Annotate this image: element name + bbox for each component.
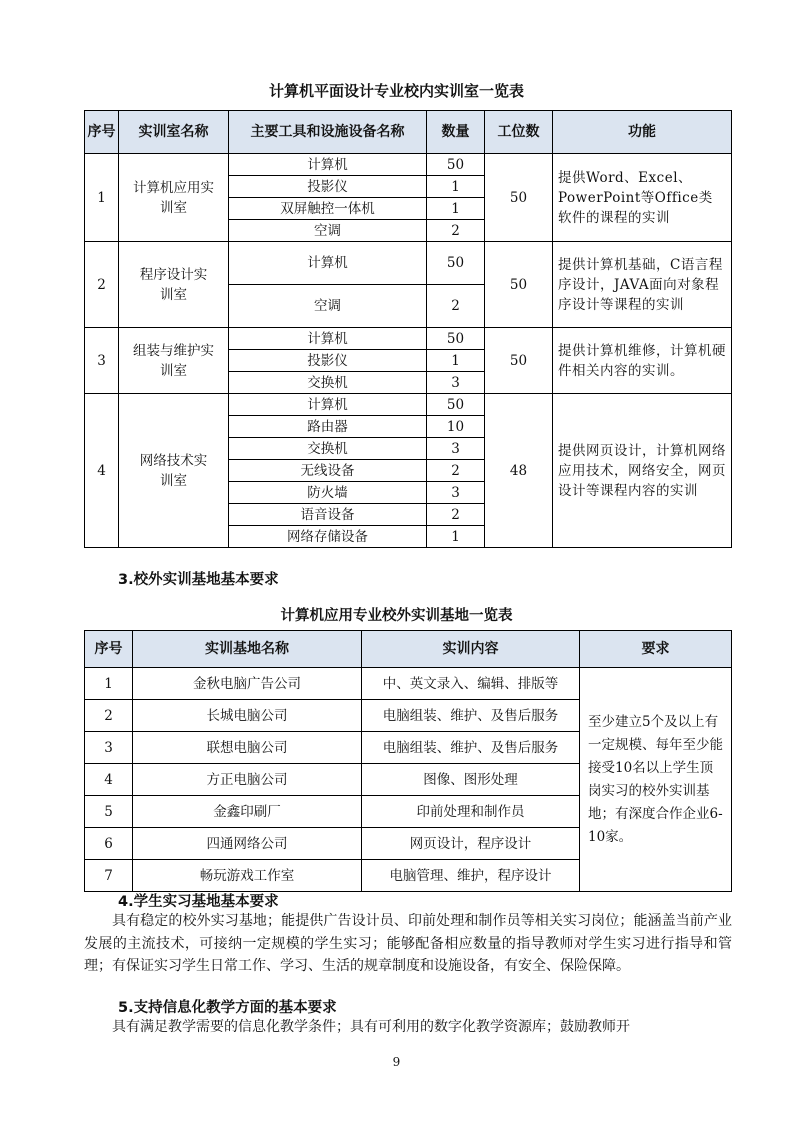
training-content: 电脑组装、维护、及售后服务 bbox=[362, 700, 580, 732]
equipment-name: 计算机 bbox=[229, 154, 427, 176]
base-name: 长城电脑公司 bbox=[133, 700, 362, 732]
base-name: 方正电脑公司 bbox=[133, 764, 362, 796]
room-stations: 48 bbox=[485, 394, 553, 548]
room-no: 2 bbox=[85, 242, 119, 328]
oncampus-lab-table bbox=[84, 110, 732, 548]
header-base: 实训基地名称 bbox=[133, 631, 362, 668]
base-name: 金秋电脑广告公司 bbox=[133, 668, 362, 700]
section5-body: 具有满足教学需要的信息化教学条件；具有可利用的数字化教学资源库；鼓励教师开 bbox=[112, 1019, 630, 1035]
room-name: 计算机应用实训室 bbox=[119, 154, 229, 242]
table-header-row bbox=[85, 631, 732, 668]
equipment-name: 投影仪 bbox=[229, 350, 427, 372]
equipment-qty: 1 bbox=[427, 176, 485, 198]
equipment-name: 路由器 bbox=[229, 416, 427, 438]
equipment-name: 计算机 bbox=[229, 328, 427, 350]
equipment-qty: 50 bbox=[427, 154, 485, 176]
equipment-qty: 50 bbox=[427, 394, 485, 416]
training-content: 印前处理和制作员 bbox=[362, 796, 580, 828]
room-stations: 50 bbox=[485, 154, 553, 242]
equipment-qty: 3 bbox=[427, 438, 485, 460]
section5-heading: 5.支持信息化教学方面的基本要求 bbox=[118, 1000, 337, 1016]
equipment-qty: 1 bbox=[427, 350, 485, 372]
header-content: 实训内容 bbox=[362, 631, 580, 668]
equipment-name: 语音设备 bbox=[229, 504, 427, 526]
table2-title: 计算机应用专业校外实训基地一览表 bbox=[280, 608, 513, 624]
room-no: 1 bbox=[85, 154, 119, 242]
equipment-name: 投影仪 bbox=[229, 176, 427, 198]
equipment-qty: 50 bbox=[427, 242, 485, 285]
table-header-row bbox=[85, 111, 732, 154]
requirement-text: 至少建立5个及以上有一定规模、每年至少能接受10名以上学生顶岗实习的校外实训基地；有深度合作企业6-10家。 bbox=[580, 668, 732, 892]
equipment-name: 交换机 bbox=[229, 372, 427, 394]
equipment-qty: 1 bbox=[427, 526, 485, 548]
row-no: 6 bbox=[85, 828, 133, 860]
equipment-name: 空调 bbox=[229, 220, 427, 242]
equipment-name: 交换机 bbox=[229, 438, 427, 460]
equipment-name: 双屏触控一体机 bbox=[229, 198, 427, 220]
header-no: 序号 bbox=[85, 631, 133, 668]
training-content: 电脑管理、维护，程序设计 bbox=[362, 860, 580, 892]
table-row bbox=[85, 242, 732, 285]
equipment-name: 网络存储设备 bbox=[229, 526, 427, 548]
equipment-name: 防火墙 bbox=[229, 482, 427, 504]
equipment-qty: 2 bbox=[427, 460, 485, 482]
room-name: 程序设计实训室 bbox=[119, 242, 229, 328]
header-qty: 数量 bbox=[427, 111, 485, 154]
base-name: 金鑫印刷厂 bbox=[133, 796, 362, 828]
training-content: 网页设计，程序设计 bbox=[362, 828, 580, 860]
room-function: 提供网页设计，计算机网络应用技术，网络安全，网页设计等课程内容的实训 bbox=[553, 394, 732, 548]
section4-body: 具有稳定的校外实习基地；能提供广告设计员、印前处理和制作员等相关实习岗位；能涵盖当前产业发展的主流技术，可接纳一定规模的学生实习；能够配备相应数量的指导教师对学生实习进行指导和管理；有保证实习学生日常工作、学习、生活的规章制度和设施设备，有安全、保险保障。 bbox=[84, 913, 732, 974]
room-no: 4 bbox=[85, 394, 119, 548]
header-stations: 工位数 bbox=[485, 111, 553, 154]
room-name: 网络技术实训室 bbox=[119, 394, 229, 548]
equipment-qty: 3 bbox=[427, 372, 485, 394]
equipment-qty: 2 bbox=[427, 285, 485, 328]
row-no: 3 bbox=[85, 732, 133, 764]
training-content: 中、英文录入、编辑、排版等 bbox=[362, 668, 580, 700]
table-row bbox=[85, 668, 732, 700]
equipment-qty: 2 bbox=[427, 220, 485, 242]
table-row bbox=[85, 328, 732, 350]
equipment-name: 计算机 bbox=[229, 242, 427, 285]
row-no: 5 bbox=[85, 796, 133, 828]
equipment-qty: 1 bbox=[427, 198, 485, 220]
offcampus-base-table bbox=[84, 630, 732, 892]
equipment-qty: 2 bbox=[427, 504, 485, 526]
room-stations: 50 bbox=[485, 328, 553, 394]
training-content: 图像、图形处理 bbox=[362, 764, 580, 796]
header-room: 实训室名称 bbox=[119, 111, 229, 154]
room-stations: 50 bbox=[485, 242, 553, 328]
equipment-name: 计算机 bbox=[229, 394, 427, 416]
table-row bbox=[85, 154, 732, 176]
training-content: 电脑组装、维护、及售后服务 bbox=[362, 732, 580, 764]
equipment-name: 空调 bbox=[229, 285, 427, 328]
header-equipment: 主要工具和设施设备名称 bbox=[229, 111, 427, 154]
equipment-name: 无线设备 bbox=[229, 460, 427, 482]
equipment-qty: 50 bbox=[427, 328, 485, 350]
row-no: 7 bbox=[85, 860, 133, 892]
header-no: 序号 bbox=[85, 111, 119, 154]
room-function: 提供计算机维修，计算机硬件相关内容的实训。 bbox=[553, 328, 732, 394]
page-number: 9 bbox=[392, 1055, 401, 1069]
table-row bbox=[85, 394, 732, 416]
base-name: 畅玩游戏工作室 bbox=[133, 860, 362, 892]
row-no: 1 bbox=[85, 668, 133, 700]
room-no: 3 bbox=[85, 328, 119, 394]
equipment-qty: 10 bbox=[427, 416, 485, 438]
header-function: 功能 bbox=[553, 111, 732, 154]
table1-title: 计算机平面设计专业校内实训室一览表 bbox=[268, 82, 524, 100]
section4-heading: 4.学生实习基地基本要求 bbox=[118, 894, 279, 910]
room-function: 提供计算机基础，C语言程序设计，JAVA面向对象程序设计等课程的实训 bbox=[553, 242, 732, 328]
base-name: 四通网络公司 bbox=[133, 828, 362, 860]
room-name: 组装与维护实训室 bbox=[119, 328, 229, 394]
row-no: 4 bbox=[85, 764, 133, 796]
equipment-qty: 3 bbox=[427, 482, 485, 504]
row-no: 2 bbox=[85, 700, 133, 732]
base-name: 联想电脑公司 bbox=[133, 732, 362, 764]
section3-heading: 3.校外实训基地基本要求 bbox=[118, 572, 279, 588]
room-function: 提供Word、Excel、PowerPoint等Office类软件的课程的实训 bbox=[553, 154, 732, 242]
header-requirement: 要求 bbox=[580, 631, 732, 668]
